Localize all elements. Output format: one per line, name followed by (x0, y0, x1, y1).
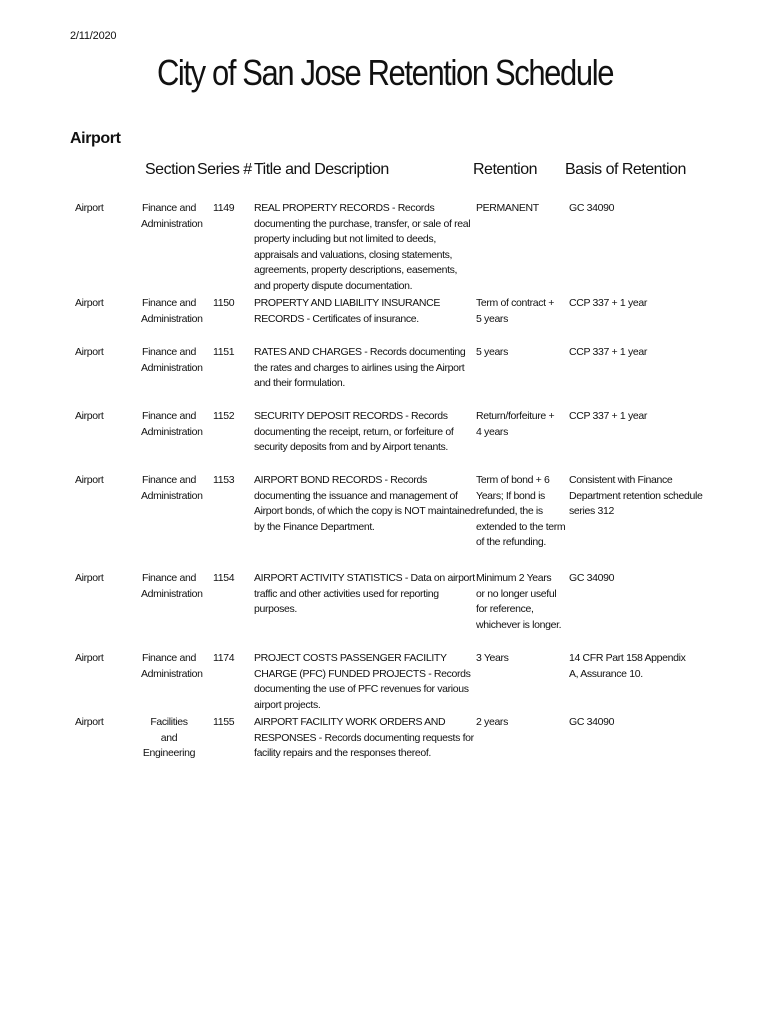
row-basis: CCP 337 + 1 year (569, 410, 647, 422)
row-series-number: 1154 (213, 572, 235, 584)
column-header-section: Section (145, 161, 195, 178)
row-series-number: 1150 (213, 297, 235, 309)
row-department: Airport (75, 297, 104, 309)
row-title-description: SECURITY DEPOSIT RECORDS - Records documenting the receipt, return, or forfeiture of security deposits from and by Airport tenants. (254, 410, 454, 453)
row-section: Finance and Administration (141, 202, 203, 230)
row-title-description: PROPERTY AND LIABILITY INSURANCE RECORDS - Certificates of insurance. (254, 297, 441, 325)
row-title-description: AIRPORT FACILITY WORK ORDERS AND RESPONSES - Records documenting requests for facility repairs and the responses thereof. (254, 716, 474, 759)
row-department: Airport (75, 410, 104, 422)
row-retention: Term of contract + 5 years (476, 297, 555, 325)
column-header-title: Title and Description (254, 161, 389, 178)
row-retention: 2 years (476, 716, 508, 728)
row-basis: CCP 337 + 1 year (569, 297, 647, 309)
page-title: City of San Jose Retention Schedule (156, 52, 614, 93)
row-retention: Term of bond + 6 Years; If bond is refunded, the is extended to the term of the refunding. (476, 474, 566, 548)
row-series-number: 1174 (213, 652, 235, 664)
row-department: Airport (75, 716, 104, 728)
row-department: Airport (75, 572, 104, 584)
row-department: Airport (75, 202, 104, 214)
print-date: 2/11/2020 (70, 30, 117, 42)
row-retention: Return/forfeiture + 4 years (476, 410, 555, 438)
row-retention: Minimum 2 Years or no longer useful for reference, whichever is longer. (476, 572, 562, 631)
column-header-basis: Basis of Retention (565, 161, 686, 178)
row-series-number: 1149 (213, 202, 235, 214)
row-section: Finance and Administration (141, 297, 203, 325)
row-section: Finance and Administration (141, 652, 203, 680)
row-department: Airport (75, 474, 104, 486)
row-title-description: AIRPORT BOND RECORDS - Records documenting the issuance and management of Airport bonds, of which the copy is NOT maintained by the Finance Department. (254, 474, 476, 533)
row-retention: 3 Years (476, 652, 509, 664)
row-basis: CCP 337 + 1 year (569, 346, 647, 358)
row-basis: GC 34090 (569, 572, 615, 584)
row-title-description: PROJECT COSTS PASSENGER FACILITY CHARGE (PFC) FUNDED PROJECTS - Records documenting the use of PFC revenues for various airport projects. (254, 652, 471, 711)
row-retention: PERMANENT (476, 202, 539, 214)
row-section: Finance and Administration (141, 474, 203, 502)
row-basis: 14 CFR Part 158 Appendix A, Assurance 10. (569, 652, 686, 680)
row-section: Finance and Administration (141, 346, 203, 374)
row-basis: GC 34090 (569, 202, 615, 214)
row-title-description: RATES AND CHARGES - Records documenting the rates and charges to airlines using the Airport and their formulation. (254, 346, 466, 389)
row-series-number: 1152 (213, 410, 235, 422)
row-section: Finance and Administration (141, 572, 203, 600)
row-series-number: 1155 (213, 716, 235, 728)
row-basis: Consistent with Finance Department retention schedule series 312 (569, 474, 703, 517)
row-basis: GC 34090 (569, 716, 615, 728)
row-retention: 5 years (476, 346, 508, 358)
column-header-series: Series # (197, 161, 252, 178)
row-section: Facilities and Engineering (142, 716, 196, 759)
row-title-description: REAL PROPERTY RECORDS - Records documenting the purchase, transfer, or sale of real property including but not limited to deeds, appraisals and valuations, closing statements, agreements, property descriptions, easements, and property dispute documentation. (254, 202, 471, 292)
row-title-description: AIRPORT ACTIVITY STATISTICS - Data on airport traffic and other activities used for reporting purposes. (254, 572, 475, 615)
column-header-retention: Retention (473, 161, 537, 178)
row-series-number: 1151 (213, 346, 235, 358)
department-heading: Airport (70, 130, 121, 147)
row-department: Airport (75, 346, 104, 358)
row-section: Finance and Administration (141, 410, 203, 438)
row-department: Airport (75, 652, 104, 664)
row-series-number: 1153 (213, 474, 235, 486)
